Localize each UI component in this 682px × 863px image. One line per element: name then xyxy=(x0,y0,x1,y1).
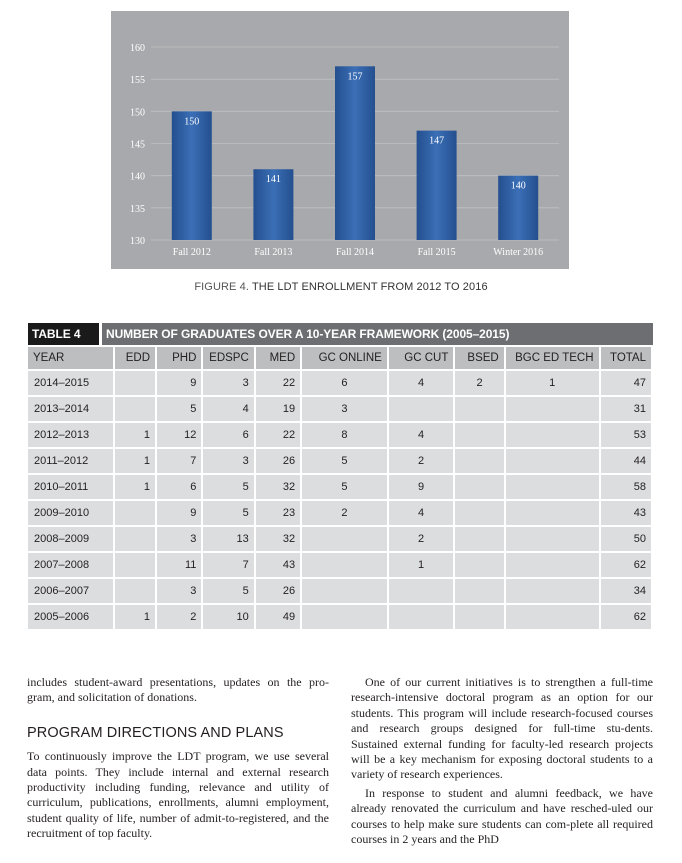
x-tick-label: Fall 2012 xyxy=(172,247,211,258)
cell-bgc-ed-tech xyxy=(506,605,599,629)
cell-gc-cut xyxy=(389,397,454,421)
cell-year: 2008–2009 xyxy=(28,527,113,551)
cell-gc-cut: 2 xyxy=(389,449,454,473)
cell-edspc: 13 xyxy=(203,527,253,551)
cell-bgc-ed-tech xyxy=(506,397,599,421)
x-tick-label: Winter 2016 xyxy=(493,247,544,258)
table-row xyxy=(28,475,651,499)
cell-edd xyxy=(115,501,155,525)
enrollment-bar-chart xyxy=(111,11,569,269)
cell-med: 26 xyxy=(256,579,300,603)
graduates-grid xyxy=(26,345,653,631)
cell-year: 2011–2012 xyxy=(28,449,113,473)
cell-year: 2006–2007 xyxy=(28,579,113,603)
cell-phd: 5 xyxy=(157,397,201,421)
col-edd: EDD xyxy=(115,347,155,369)
col-edspc: EDSPC xyxy=(203,347,253,369)
cell-bgc-ed-tech xyxy=(506,475,599,499)
table-header-bar xyxy=(28,323,653,345)
cell-gc-cut: 4 xyxy=(389,501,454,525)
cell-bgc-ed-tech: 1 xyxy=(506,371,599,395)
cell-edd: 1 xyxy=(115,605,155,629)
table-row xyxy=(28,371,651,395)
cell-year: 2013–2014 xyxy=(28,397,113,421)
y-tick-label: 150 xyxy=(130,107,145,119)
chart-canvas xyxy=(111,11,569,269)
cell-gc-cut: 4 xyxy=(389,371,454,395)
bar-value-label: 147 xyxy=(429,135,445,147)
cell-med: 49 xyxy=(256,605,300,629)
cell-bsed xyxy=(455,449,503,473)
right-paragraph-2: In response to student and alumni feedback, we have already renovated the curriculum and have resched-uled our courses to help make sure students can com-plete all required courses in 2 years and the PhD xyxy=(351,785,653,847)
cell-gc-cut: 9 xyxy=(389,475,454,499)
cell-gc-cut xyxy=(389,579,454,603)
cell-total: 62 xyxy=(601,553,651,577)
cell-total: 31 xyxy=(601,397,651,421)
cell-med: 19 xyxy=(256,397,300,421)
cell-bsed xyxy=(455,475,503,499)
cell-gc-cut: 2 xyxy=(389,527,454,551)
cell-total: 50 xyxy=(601,527,651,551)
bar-value-label: 141 xyxy=(265,174,281,186)
col-year: YEAR xyxy=(28,347,113,369)
cell-edd: 1 xyxy=(115,423,155,447)
table-label: TABLE 4 xyxy=(28,323,99,345)
col-bsed: BSED xyxy=(455,347,503,369)
cell-edd xyxy=(115,579,155,603)
cell-gc-cut: 1 xyxy=(389,553,454,577)
figure-caption xyxy=(0,281,682,293)
cell-edspc: 5 xyxy=(203,475,253,499)
figure-caption-text: THE LDT ENROLLMENT FROM 2012 TO 2016 xyxy=(251,281,488,293)
cell-edspc: 7 xyxy=(203,553,253,577)
cell-gc-online: 2 xyxy=(302,501,387,525)
text-column-right xyxy=(351,675,653,847)
cell-year: 2007–2008 xyxy=(28,553,113,577)
cell-bgc-ed-tech xyxy=(506,423,599,447)
cell-total: 47 xyxy=(601,371,651,395)
x-tick-label: Fall 2014 xyxy=(335,247,375,258)
cell-year: 2009–2010 xyxy=(28,501,113,525)
cell-gc-cut xyxy=(389,605,454,629)
left-paragraph-1: includes student-award presentations, updates on the pro-gram, and solicitation of donations. xyxy=(27,675,329,705)
col-phd: PHD xyxy=(157,347,201,369)
cell-total: 34 xyxy=(601,579,651,603)
table-row xyxy=(28,553,651,577)
cell-gc-online: 6 xyxy=(302,371,387,395)
cell-year: 2010–2011 xyxy=(28,475,113,499)
cell-edspc: 3 xyxy=(203,449,253,473)
table-row xyxy=(28,527,651,551)
col-bgc-ed-tech: BGC ED TECH xyxy=(506,347,599,369)
y-tick-label: 140 xyxy=(130,171,145,183)
cell-med: 32 xyxy=(256,475,300,499)
cell-med: 26 xyxy=(256,449,300,473)
cell-phd: 9 xyxy=(157,501,201,525)
cell-phd: 7 xyxy=(157,449,201,473)
cell-total: 53 xyxy=(601,423,651,447)
table-row xyxy=(28,397,651,421)
table-title: NUMBER OF GRADUATES OVER A 10-YEAR FRAMEWORK (2005–2015) xyxy=(102,323,653,345)
cell-gc-online xyxy=(302,553,387,577)
graduates-table xyxy=(28,323,653,631)
bar-value-label: 157 xyxy=(347,71,363,83)
cell-edd: 1 xyxy=(115,449,155,473)
cell-bsed xyxy=(455,605,503,629)
cell-bsed xyxy=(455,527,503,551)
table-row xyxy=(28,579,651,603)
figure-number: FIGURE 4. xyxy=(194,281,249,293)
table-row xyxy=(28,449,651,473)
x-tick-label: Fall 2015 xyxy=(417,247,456,258)
cell-edspc: 3 xyxy=(203,371,253,395)
cell-gc-online: 8 xyxy=(302,423,387,447)
cell-bsed xyxy=(455,397,503,421)
cell-phd: 11 xyxy=(157,553,201,577)
cell-gc-online xyxy=(302,605,387,629)
cell-bsed xyxy=(455,579,503,603)
col-total: TOTAL xyxy=(601,347,651,369)
section-heading: PROGRAM DIRECTIONS AND PLANS xyxy=(27,724,284,741)
right-paragraph-1: One of our current initiatives is to strengthen a full-time research-intensive doctoral program as an option for our students. This program will include research-focused courses and research groups designed for full-time stu-dents. Sustained external funding for faculty-led research projects will be a key mechanism for exposing doctoral students to a variety of research experiences. xyxy=(351,675,653,782)
cell-total: 62 xyxy=(601,605,651,629)
y-tick-label: 135 xyxy=(130,203,145,215)
cell-med: 22 xyxy=(256,423,300,447)
table-body xyxy=(28,371,651,629)
cell-bsed xyxy=(455,553,503,577)
cell-bgc-ed-tech xyxy=(506,527,599,551)
cell-phd: 2 xyxy=(157,605,201,629)
y-tick-label: 145 xyxy=(130,139,145,151)
cell-med: 22 xyxy=(256,371,300,395)
bar xyxy=(172,111,212,240)
cell-bsed xyxy=(455,423,503,447)
cell-gc-online xyxy=(302,527,387,551)
bar-value-label: 150 xyxy=(184,116,200,128)
x-tick-label: Fall 2013 xyxy=(254,247,293,258)
cell-edspc: 10 xyxy=(203,605,253,629)
cell-total: 44 xyxy=(601,449,651,473)
cell-med: 32 xyxy=(256,527,300,551)
cell-edd xyxy=(115,553,155,577)
cell-gc-online: 5 xyxy=(302,475,387,499)
cell-bsed: 2 xyxy=(455,371,503,395)
cell-bgc-ed-tech xyxy=(506,501,599,525)
col-med: MED xyxy=(256,347,300,369)
cell-total: 43 xyxy=(601,501,651,525)
cell-edspc: 5 xyxy=(203,579,253,603)
cell-edd xyxy=(115,397,155,421)
cell-bgc-ed-tech xyxy=(506,579,599,603)
cell-edd xyxy=(115,527,155,551)
table-row xyxy=(28,605,651,629)
cell-bsed xyxy=(455,501,503,525)
cell-edd: 1 xyxy=(115,475,155,499)
y-tick-label: 155 xyxy=(130,75,145,87)
cell-bgc-ed-tech xyxy=(506,449,599,473)
left-paragraph-2: To continuously improve the LDT program, we use several data points. They include internal and external research productivity including funding, relevance and utility of curriculum, publications, enrollments, alumni employment, student quality of life, number of admit-to-registered, and the recruitment of top faculty. xyxy=(27,749,329,841)
cell-bgc-ed-tech xyxy=(506,553,599,577)
cell-phd: 6 xyxy=(157,475,201,499)
cell-year: 2014–2015 xyxy=(28,371,113,395)
bar xyxy=(417,131,457,240)
col-gc-cut: GC CUT xyxy=(389,347,454,369)
cell-gc-online xyxy=(302,579,387,603)
cell-med: 43 xyxy=(256,553,300,577)
cell-total: 58 xyxy=(601,475,651,499)
cell-edd xyxy=(115,371,155,395)
cell-gc-online: 3 xyxy=(302,397,387,421)
bar xyxy=(335,66,375,240)
bar-value-label: 140 xyxy=(510,180,526,192)
cell-med: 23 xyxy=(256,501,300,525)
cell-gc-online: 5 xyxy=(302,449,387,473)
cell-phd: 9 xyxy=(157,371,201,395)
cell-edspc: 5 xyxy=(203,501,253,525)
y-tick-label: 160 xyxy=(130,43,145,54)
cell-year: 2012–2013 xyxy=(28,423,113,447)
table-row xyxy=(28,423,651,447)
cell-year: 2005–2006 xyxy=(28,605,113,629)
text-column-left xyxy=(27,675,329,842)
cell-phd: 3 xyxy=(157,527,201,551)
cell-gc-cut: 4 xyxy=(389,423,454,447)
cell-phd: 3 xyxy=(157,579,201,603)
header-row xyxy=(28,347,651,369)
cell-edspc: 4 xyxy=(203,397,253,421)
table-row xyxy=(28,501,651,525)
cell-edspc: 6 xyxy=(203,423,253,447)
cell-phd: 12 xyxy=(157,423,201,447)
table-column-headers xyxy=(28,347,651,369)
y-tick-label: 130 xyxy=(130,236,145,247)
col-gc-online: GC ONLINE xyxy=(302,347,387,369)
